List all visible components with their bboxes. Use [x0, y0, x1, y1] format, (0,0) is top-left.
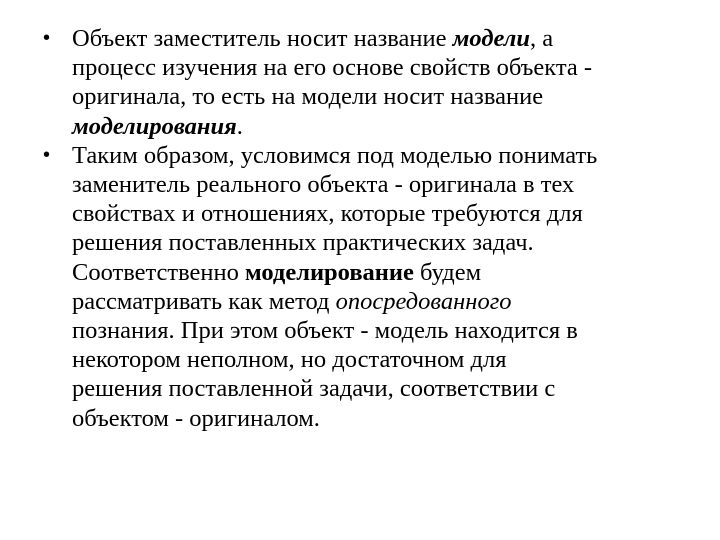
bullet-marker: •: [43, 27, 51, 49]
text-line: [72, 316, 693, 345]
text-segment: , а: [529, 25, 554, 52]
text-segment: будем: [413, 258, 482, 286]
text-segment: свойствах и отношениях, которые требуются для: [72, 200, 583, 228]
emphasized-term: опосредованного: [335, 287, 512, 315]
text-line: [72, 374, 693, 403]
text-segment: познания. При этом объект - модель находится в: [72, 317, 578, 345]
emphasized-term: моделирования: [72, 112, 237, 140]
text-line: [72, 404, 693, 433]
text-segment: некотором неполном, но достаточном для: [72, 346, 507, 374]
text-segment: решения поставленной задачи, соответствии с: [72, 375, 556, 403]
text-line: [72, 112, 693, 141]
text-segment: решения поставленных практических задач.: [72, 229, 534, 257]
bullet-item: [43, 141, 693, 433]
text-line: [72, 258, 693, 287]
text-segment: процесс изучения на его основе свойств объекта -: [72, 54, 593, 82]
text-line: [72, 53, 693, 82]
text-line: [72, 199, 693, 228]
text-segment: оригинала, то есть на модели носит название: [72, 83, 544, 111]
bullet-list: [43, 24, 693, 433]
text-segment: Объект заместитель носит название: [72, 25, 453, 52]
emphasized-term: моделирование: [245, 258, 414, 286]
text-line: [72, 170, 693, 199]
text-line: [72, 228, 693, 257]
bullet-marker: •: [43, 143, 51, 166]
text-line: [72, 345, 693, 374]
text-line: [72, 24, 693, 53]
text-line: [72, 141, 693, 170]
text-segment: .: [236, 112, 243, 140]
text-segment: объектом - оригиналом.: [72, 404, 320, 432]
text-segment: рассматривать как метод: [72, 287, 336, 315]
emphasized-term: модели: [452, 25, 530, 52]
text-segment: Таким образом, условимся под моделью понимать: [72, 141, 598, 169]
bullet-item: [43, 24, 693, 141]
text-line: [72, 82, 693, 111]
text-line: [72, 287, 693, 316]
text-segment: заменитель реального объекта - оригинала в тех: [72, 171, 575, 199]
text-segment: Соответственно: [72, 258, 246, 286]
